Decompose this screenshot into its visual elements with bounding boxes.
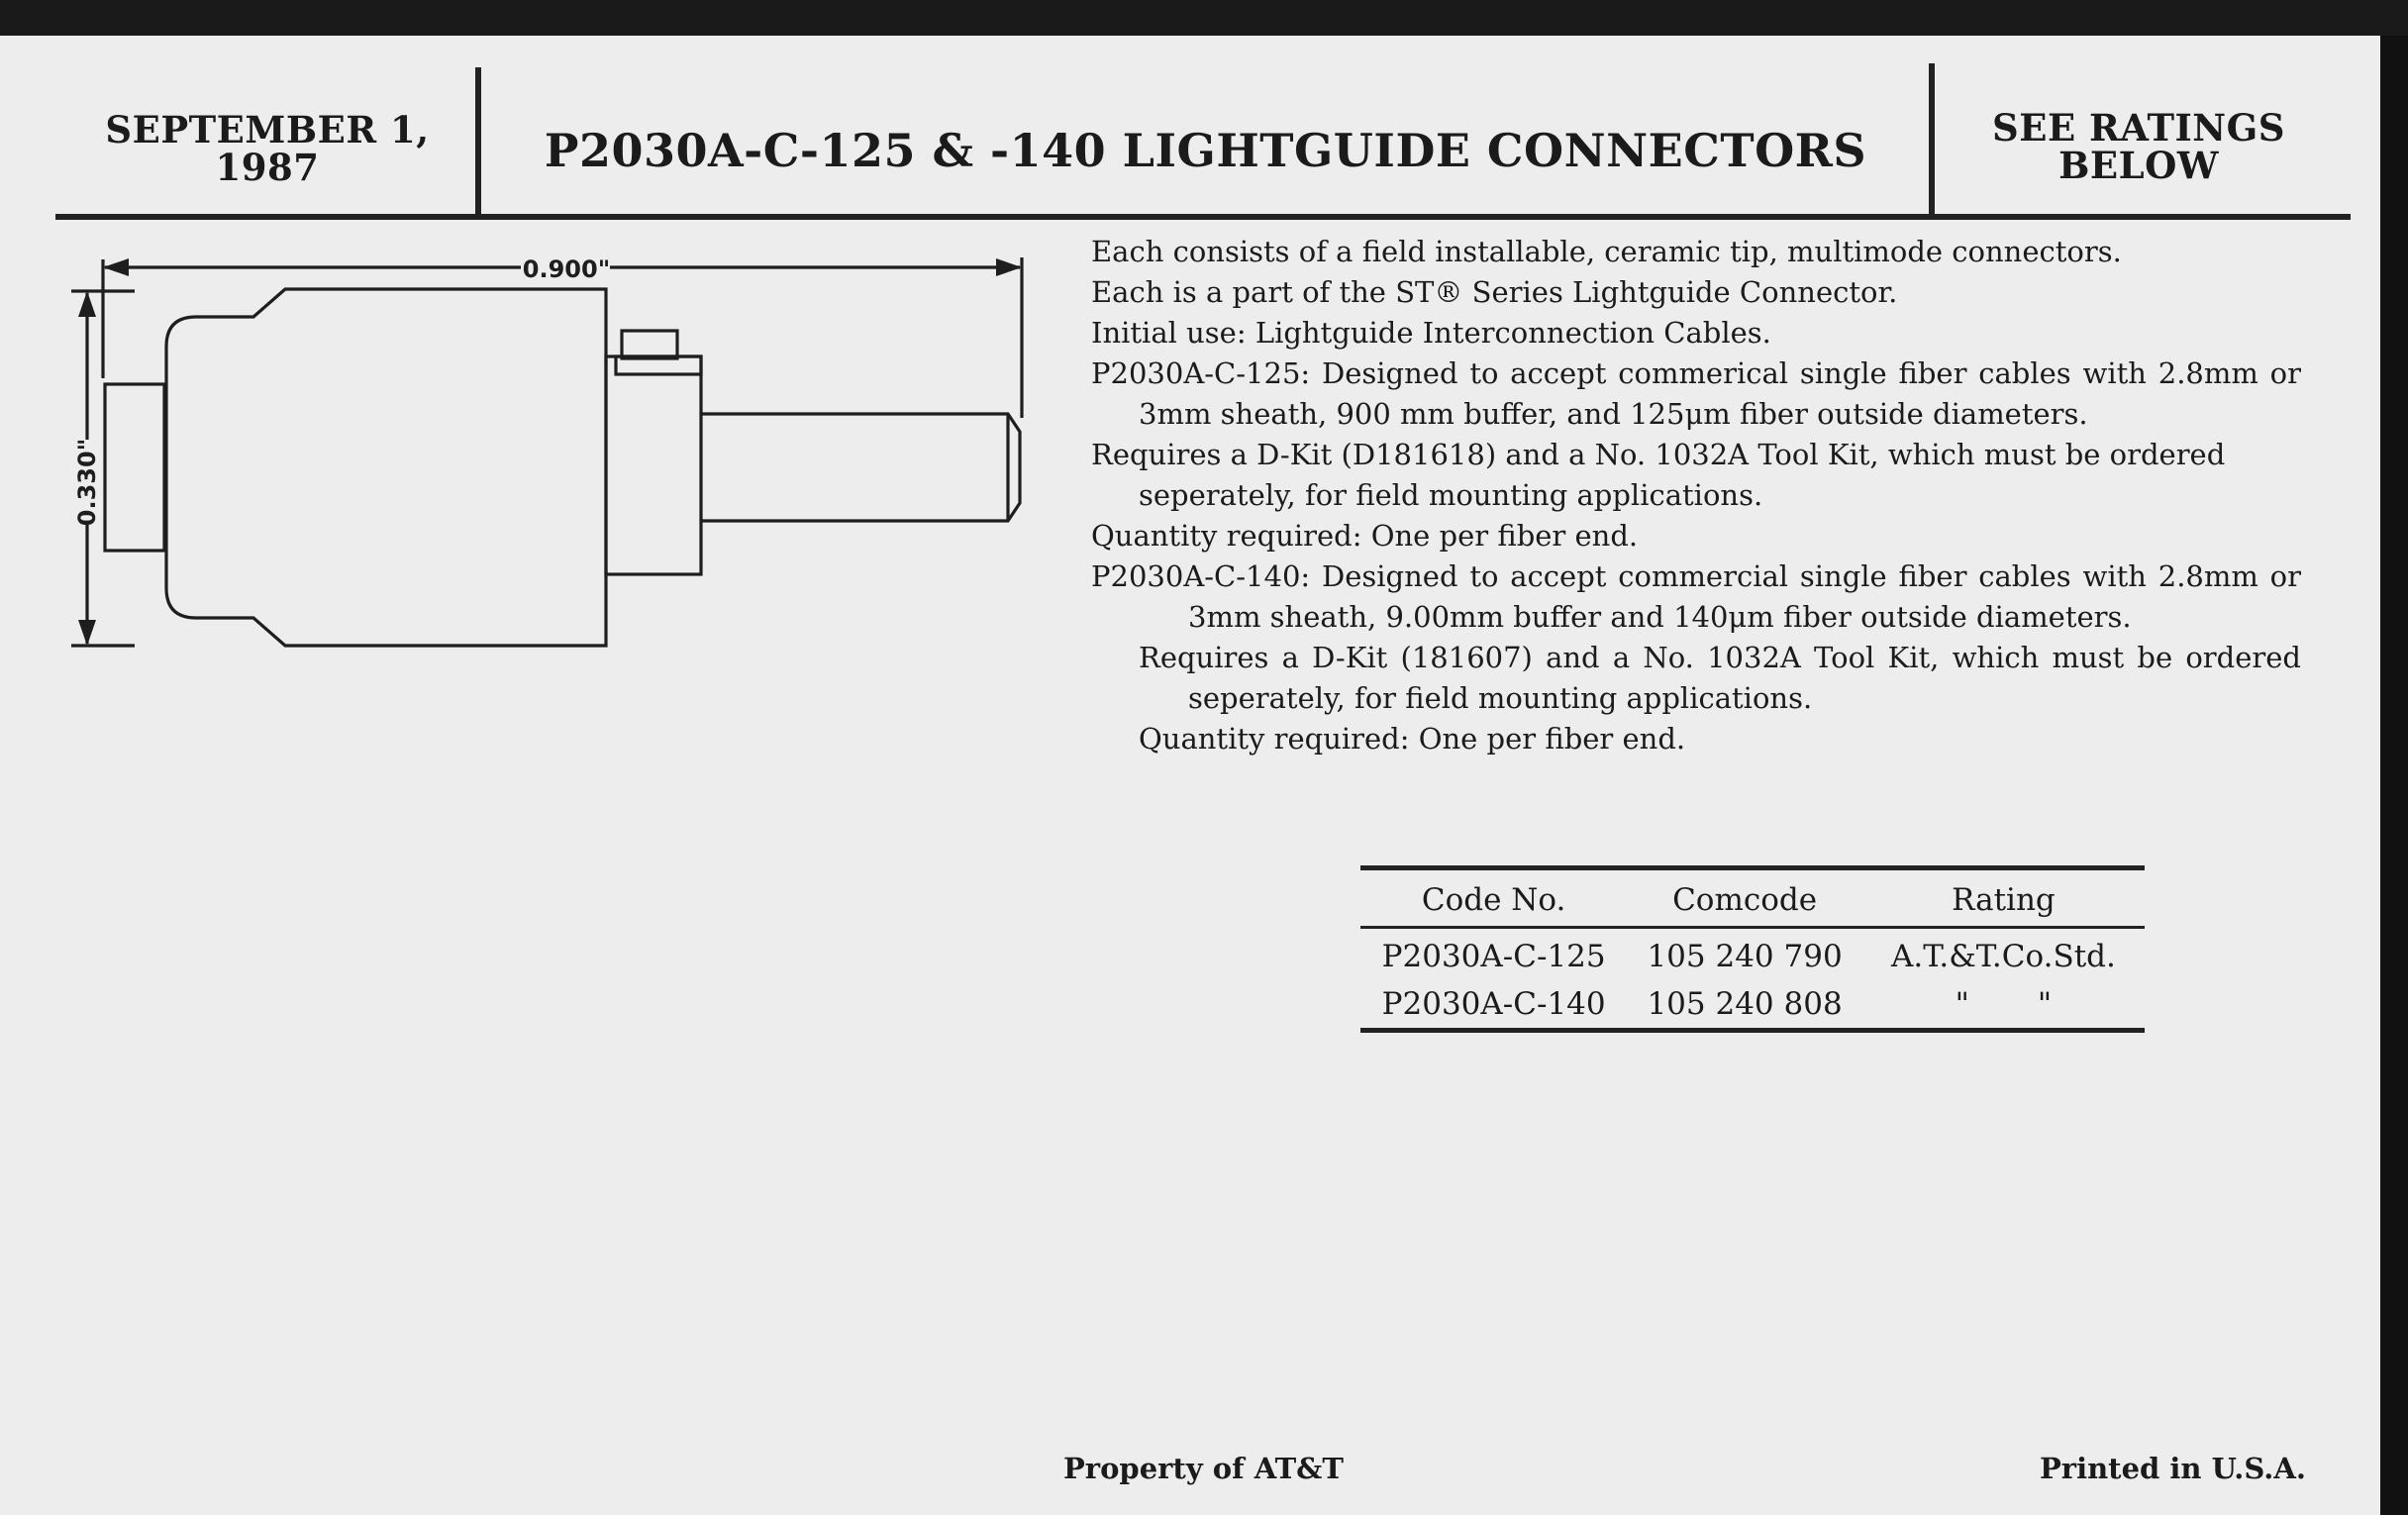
ratings-table: [1360, 865, 2145, 1033]
header-date-line2: 1987: [215, 146, 320, 189]
col-header-code: Code No.: [1360, 868, 1627, 928]
footer-printed: Printed in U.S.A.: [2040, 1452, 2306, 1485]
col-header-comcode: Comcode: [1627, 868, 1862, 928]
col-header-rating: Rating: [1862, 868, 2145, 928]
desc-line-8: Requires a D-Kit (181607) and a No. 1032A Tool Kit, which must be ordered seperately, for field mounting applications.: [1139, 641, 2301, 715]
header-rating-line2: BELOW: [2058, 144, 2219, 187]
desc-line-7: P2030A-C-140: Designed to accept commercial single fiber cables with 2.8mm or 3mm sheath, 9.00mm buffer and 140μm fiber outside diameters.: [1091, 559, 2301, 634]
header-divider-left: [475, 67, 481, 218]
table-row: [1360, 980, 2145, 1031]
length-dimension-label: 0.900": [522, 255, 611, 283]
length-arrow-right: [996, 258, 1022, 276]
bayonet-ring: [606, 356, 701, 574]
cell-code: P2030A-C-140: [1381, 986, 1606, 1022]
length-arrow-left: [103, 258, 129, 276]
header-rating-line1: SEE RATINGS: [1992, 106, 2285, 150]
header-divider-right: [1929, 63, 1935, 218]
table-row: [1360, 928, 2145, 981]
bayonet-lug: [622, 331, 677, 358]
page-title: P2030A-C-125 & -140 LIGHTGUIDE CONNECTORS: [544, 124, 1867, 177]
rear-boot: [105, 384, 164, 551]
desc-line-2: Each is a part of the ST® Series Lightguide Connector.: [1091, 275, 1898, 309]
desc-line-5: Requires a D-Kit (D181618) and a No. 1032A Tool Kit, which must be ordered seperately, for field mounting applications.: [1091, 438, 2226, 512]
desc-line-3: Initial use: Lightguide Interconnection Cables.: [1091, 316, 1771, 350]
cell-code: P2030A-C-125: [1381, 939, 1606, 974]
cell-rating: A.T.&T.Co.Std.: [1890, 939, 2116, 974]
height-arrow-top: [78, 291, 96, 317]
desc-line-6: Quantity required: One per fiber end.: [1091, 519, 1639, 553]
desc-line-1: Each consists of a field installable, ceramic tip, multimode connectors.: [1091, 235, 2122, 268]
height-arrow-bottom: [78, 620, 96, 646]
ceramic-ferrule: [701, 414, 1020, 521]
header-rating-note: [1937, 106, 2341, 187]
height-dimension-label: 0.330": [73, 438, 101, 527]
cell-comcode: 105 240 790: [1647, 939, 1843, 974]
card-edge-shadow: [2380, 36, 2408, 1515]
connector-drawing: [0, 220, 1050, 675]
table-header-row: [1360, 868, 2145, 928]
footer-property: Property of AT&T: [1063, 1452, 1344, 1485]
desc-line-4: P2030A-C-125: Designed to accept commerical single fiber cables with 2.8mm or 3mm sheath, 900 mm buffer, and 125μm fiber outside diameters.: [1091, 356, 2301, 431]
description-block: [1091, 232, 2301, 759]
header-date-line1: SEPTEMBER 1,: [105, 108, 430, 152]
desc-line-9: Quantity required: One per fiber end.: [1139, 722, 1686, 756]
connector-body: [166, 289, 606, 646]
cell-rating: " ": [1955, 986, 2053, 1022]
header-date: [59, 108, 475, 189]
cell-comcode: 105 240 808: [1647, 986, 1843, 1022]
